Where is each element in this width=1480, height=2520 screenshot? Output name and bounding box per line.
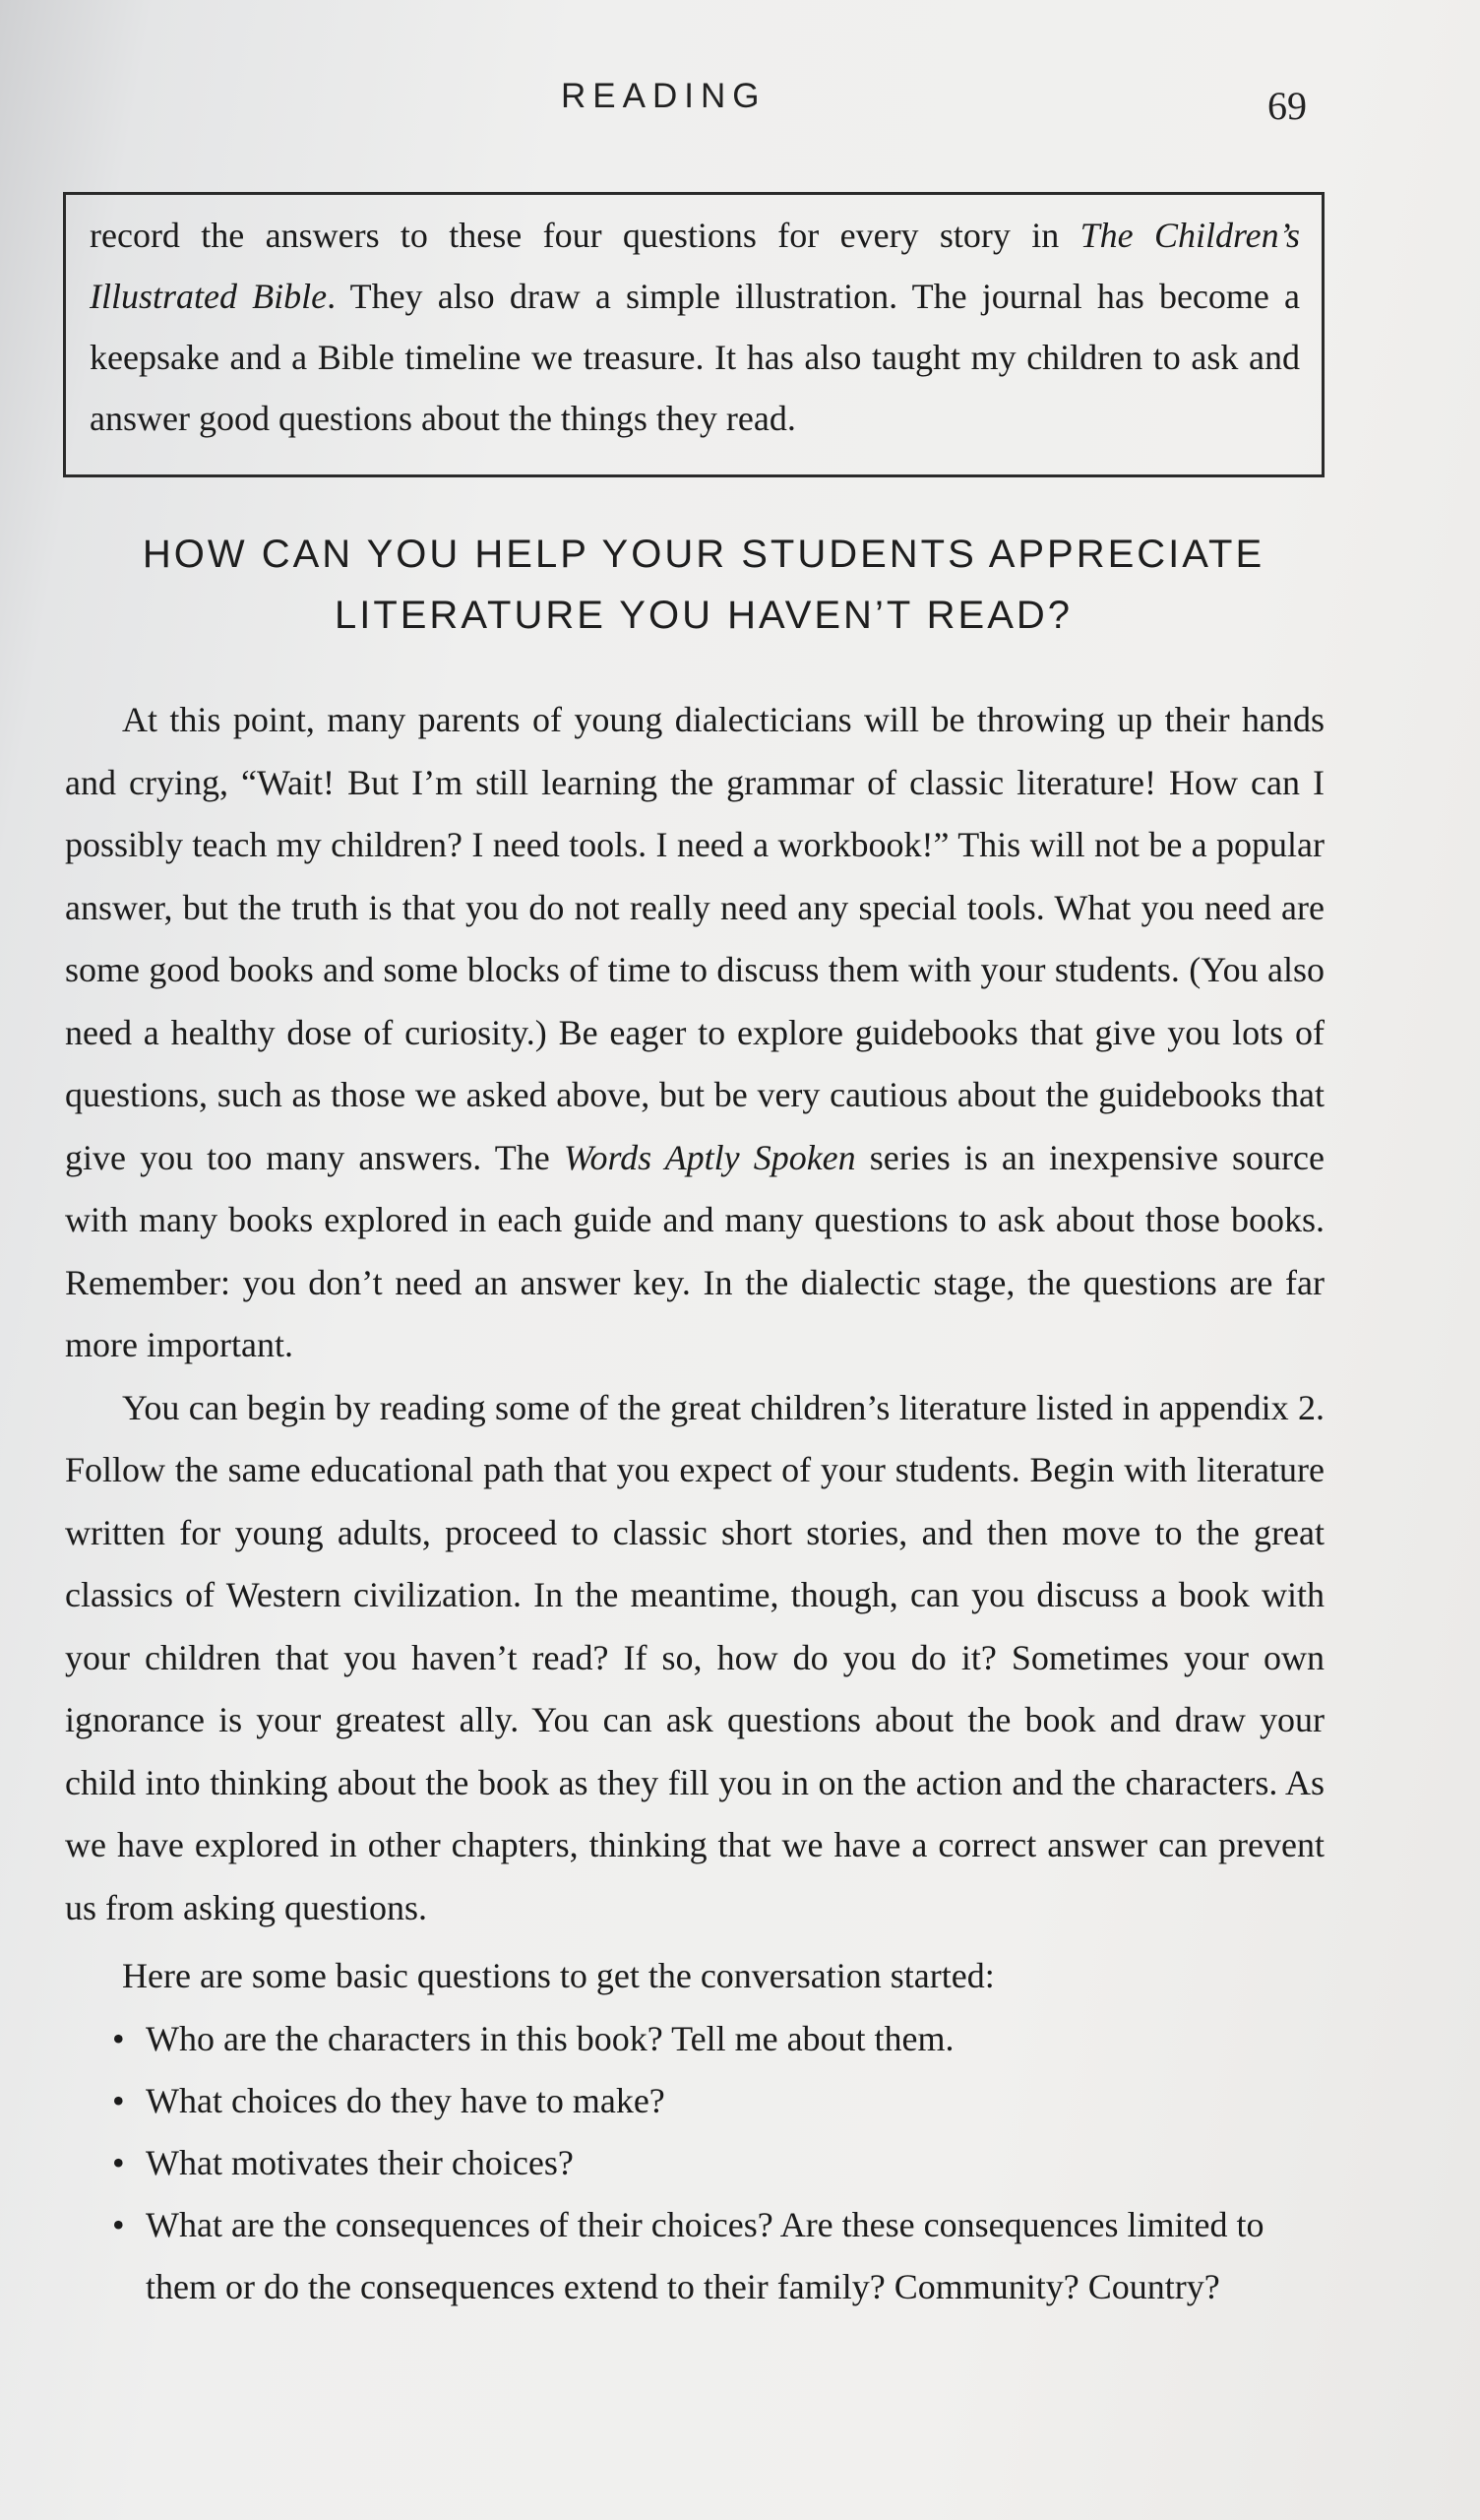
section-heading-line2: LITERATURE YOU HAVEN’T READ? [334,594,1074,637]
list-item [106,2070,1326,2132]
bullet-icon: • [112,2019,125,2058]
paragraph-2: You can begin by reading some of the great children’s literature listed in appendix 2. Follow the same educational path that you expect of your students. Begin with literature written for young adults, proceed to classic short stories, and then move to the great classics of Western civilization. In the meantime, though, can you discuss a book with your children that you haven’t read? If so, how do you do it? Sometimes your own ignorance is your greatest ally. You can ask questions about the book and draw your child into thinking about the book as they fill you in on the action and the characters. As we have explored in other chapters, thinking that we have a correct answer can prevent us from asking questions. [65,1387,1325,1927]
page-header [0,77,1480,136]
series-title: Words Aptly Spoken [563,1137,856,1177]
sidebar-box-text [90,205,1300,449]
box-text-start: record the answers to these four questions for every story in [90,216,1080,255]
list-item [106,2194,1326,2318]
question-list-intro: Here are some basic questions to get the conversation started: [122,1956,995,1995]
section-heading [79,524,1328,646]
paragraph-1-part1: At this point, many parents of young dialecticians will be throwing up their hands and crying, “Wait! But I’m still learning the grammar of classic literature! How can I possibly teach my children? I need tools. I need a workbook!” This will not be a popular answer, but the truth is that you do not really need any special tools. What you need are some good books and some blocks of time to discuss them with your students. (You also need a healthy dose of curiosity.) Be eager to explore guidebooks that give you lots of questions, such as those we asked above, but be very cautious about the guidebooks that give you too many answers. The [65,700,1325,1177]
running-head: READING [561,77,767,115]
list-item-text: Who are the characters in this book? Tell me about them. [146,2019,955,2058]
list-item [106,2132,1326,2194]
bullet-icon: • [112,2081,125,2120]
bullet-icon: • [112,2205,125,2244]
list-item-text: What choices do they have to make? [146,2081,665,2120]
bullet-icon: • [112,2143,125,2182]
paragraph-1 [65,689,1325,1377]
book-title: The Children’s Illustrated Bible [90,216,1301,316]
list-item [106,2008,1326,2070]
body-text [65,689,1325,1939]
sidebar-box [63,192,1325,477]
page-number: 69 [1267,84,1307,128]
list-item-text: What are the consequences of their choices? Are these consequences limited to them or do the consequences extend to their family? Community? Country? [146,2205,1264,2306]
list-item-text: What motivates their choices? [146,2143,574,2182]
question-list [106,2008,1326,2318]
paragraph-1-part2: series is an inexpensive source with many books explored in each guide and many questions to ask about those books. Remember: you don’t need an answer key. In the dialectic stage, the questions are far more important. [65,1137,1325,1364]
section-heading-line1: HOW CAN YOU HELP YOUR STUDENTS APPRECIATE [142,533,1265,576]
box-text-end: . They also draw a simple illustration. The journal has become a keepsake and a Bible timeline we treasure. It has also taught my children to ask and answer good questions about the things they read. [90,277,1300,438]
